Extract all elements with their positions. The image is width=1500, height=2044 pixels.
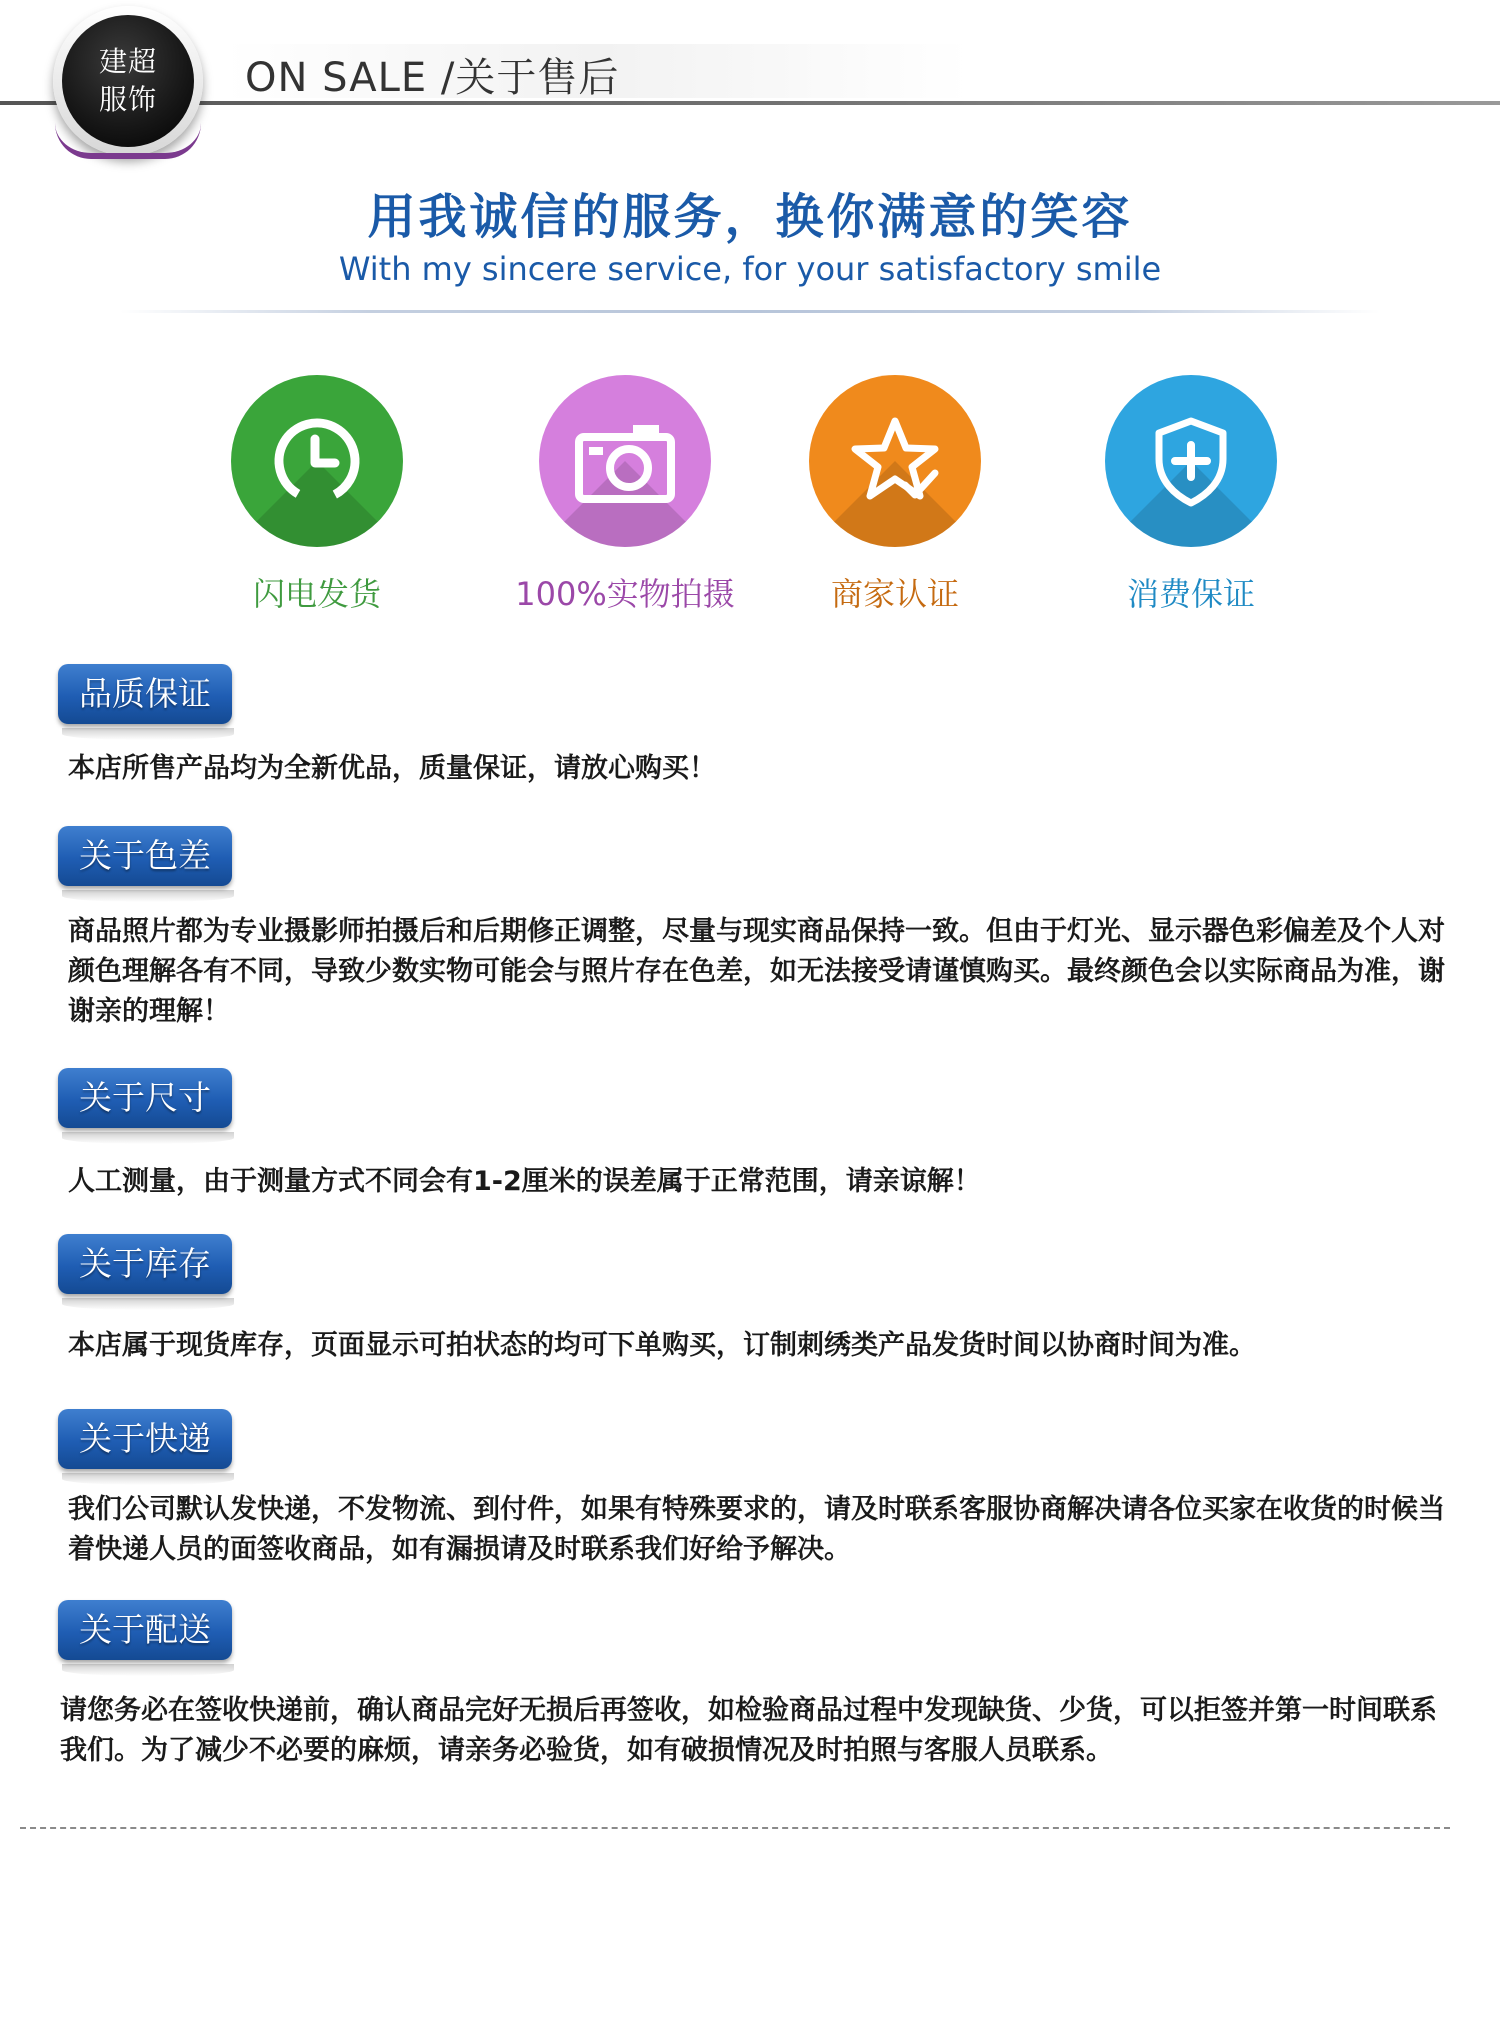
slogan-chinese: 用我诚信的服务，换你满意的笑容: [367, 189, 1133, 245]
section-tab-express: 关于快递: [58, 1409, 232, 1469]
feature-circle-blue: [1105, 375, 1277, 547]
feature-label: 100%实物拍摄: [515, 575, 735, 613]
brand-name-line2: 服饰: [98, 83, 157, 116]
feature-real-photos: [475, 375, 775, 615]
feature-fast-shipping: [167, 375, 467, 615]
section-tab-size: 关于尺寸: [58, 1068, 232, 1128]
section-tab-stock: 关于库存: [58, 1234, 232, 1294]
section-tab-delivery: 关于配送: [58, 1600, 232, 1660]
feature-consumer-guarantee: [1041, 375, 1341, 615]
feature-label: 闪电发货: [252, 575, 381, 613]
shield-plus-icon: [1141, 411, 1241, 511]
section-text-size: 人工测量，由于测量方式不同会有1-2厘米的误差属于正常范围，请亲谅解！: [68, 1166, 981, 1197]
section-text-delivery: 请您务必在签收快递前，确认商品完好无损后再签收，如检验商品过程中发现缺货、少货，可以拒签并第一时间联系我们。为了减少不必要的麻烦，请亲务必验货，如有破损情况及时拍照与客服人员联系。: [60, 1695, 1437, 1766]
feature-circle-purple: [539, 375, 711, 547]
page-header: [0, 0, 1500, 170]
section-tab-quality: 品质保证: [58, 664, 232, 724]
star-check-icon: [845, 411, 945, 511]
feature-merchant-certified: [745, 375, 1045, 615]
feature-circle-green: [231, 375, 403, 547]
brand-logo: [53, 6, 203, 156]
brand-name-line1: 建超: [98, 45, 157, 78]
section-text-quality: 本店所售产品均为全新优品，质量保证，请放心购买！: [68, 753, 716, 784]
section-tab-color: 关于色差: [58, 826, 232, 886]
section-text-express: 我们公司默认发快递，不发物流、到付件，如果有特殊要求的，请及时联系客服协商解决请各位买家在收货的时候当着快递人员的面签收商品，如有漏损请及时联系我们好给予解决。: [68, 1494, 1445, 1565]
page-title: ON SALE /关于售后: [245, 55, 620, 101]
section-text-color: 商品照片都为专业摄影师拍摄后和后期修正调整，尽量与现实商品保持一致。但由于灯光、显示器色彩偏差及个人对颜色理解各有不同，导致少数实物可能会与照片存在色差，如无法接受请谨慎购买。最终颜色会以实际商品为准，谢谢亲的理解！: [68, 916, 1445, 1027]
header-divider: [0, 101, 1500, 105]
clock-icon: [267, 411, 367, 511]
feature-circle-orange: [809, 375, 981, 547]
section-text-stock: 本店属于现货库存，页面显示可拍状态的均可下单购买，订制刺绣类产品发货时间以协商时间为准。: [68, 1330, 1256, 1361]
feature-label: 商家认证: [830, 575, 959, 613]
bottom-dashed-divider: [20, 1827, 1450, 1829]
slogan-divider: [120, 310, 1380, 313]
feature-label: 消费保证: [1126, 575, 1255, 613]
camera-icon: [571, 411, 679, 511]
brand-logo-disc: [62, 15, 194, 147]
slogan-english: With my sincere service, for your satisfactory smile: [338, 250, 1162, 288]
